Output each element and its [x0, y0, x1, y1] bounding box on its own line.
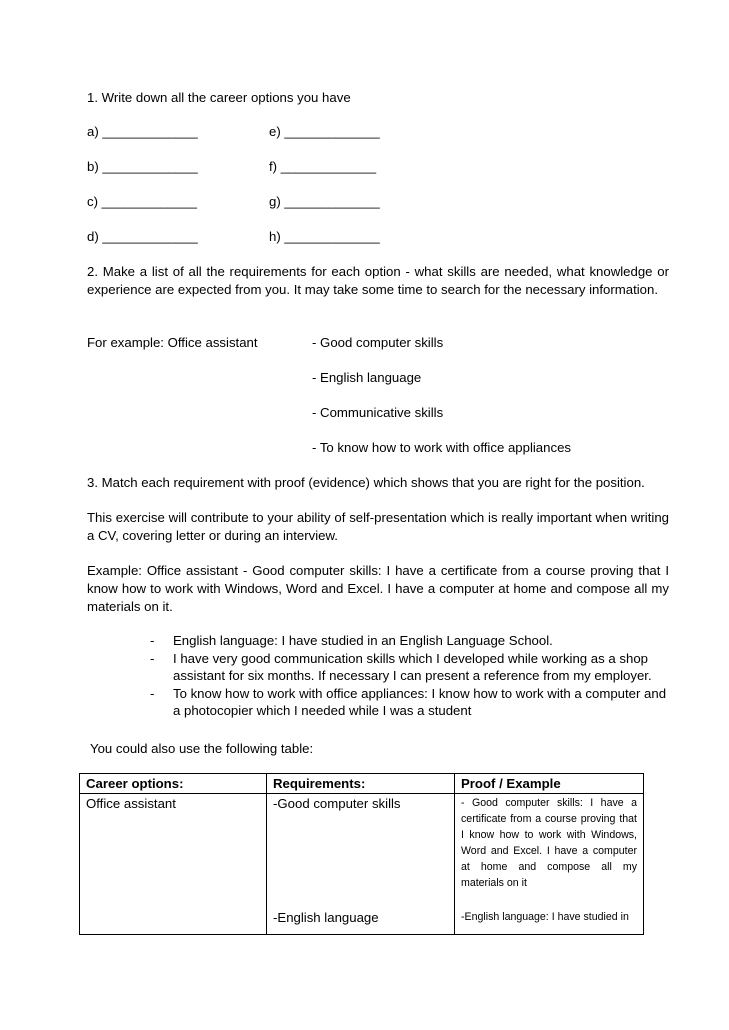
blank-d: d) _____________	[87, 229, 198, 244]
blank-h: h) _____________	[269, 229, 380, 244]
section-3-example: Example: Office assistant - Good computer skills: I have a certificate from a course proving that I know how to work with Windows, Word and Excel. I have a computer at home and compose all my materials on it.	[87, 563, 669, 614]
blank-g: g) _____________	[269, 194, 380, 209]
blank-c: c) _____________	[87, 194, 197, 209]
cell-requirements-wrap	[273, 795, 448, 933]
table-row	[80, 794, 644, 935]
bullet-marker: -	[150, 685, 155, 701]
section-3-intro: This exercise will contribute to your ability of self-presentation which is really important when writing a CV, covering letter or during an interview.	[87, 510, 669, 543]
proof-value: - Good computer skills: I have a certificate from a course proving that I know how to work with Windows, Word and Excel. I have a computer at home and compose all my materials on it	[461, 797, 637, 889]
bullet-marker: -	[150, 650, 155, 666]
cell-career-wrap	[86, 795, 260, 933]
section-1-title: 1. Write down all the career options you have	[87, 90, 351, 105]
bullet-marker: -	[150, 633, 155, 648]
blank-e: e) _____________	[269, 124, 380, 139]
career-table	[79, 773, 644, 935]
header-proof: Proof / Example	[455, 774, 644, 794]
requirement-item: - To know how to work with office appliances	[312, 440, 571, 455]
example-label: For example: Office assistant	[87, 335, 258, 350]
list-item	[150, 650, 670, 685]
requirement-item: - English language	[312, 370, 422, 385]
requirement-item: - Good computer skills	[312, 335, 444, 350]
blank-a: a) _____________	[87, 124, 198, 139]
cell-proof	[455, 794, 644, 935]
career-value: Office assistant	[86, 796, 176, 811]
requirement-value: -English language	[273, 910, 379, 925]
requirement-value: -Good computer skills	[273, 796, 401, 811]
list-item-text: I have very good communication skills which I developed while working as a shop assistant for six months. If necessary I can present a reference from my employer.	[173, 650, 652, 683]
table-header-row	[80, 774, 644, 794]
proof-bullet-list	[150, 632, 670, 720]
list-item	[150, 632, 670, 650]
blank-b: b) _____________	[87, 159, 198, 174]
list-item-text: English language: I have studied in an English Language School.	[173, 633, 553, 648]
header-career-options: Career options:	[80, 774, 267, 794]
list-item	[150, 685, 670, 720]
proof-value: -English language: I have studied in	[461, 911, 629, 923]
section-3-title: 3. Match each requirement with proof (evidence) which shows that you are right for the position.	[87, 475, 645, 490]
cell-career	[80, 794, 267, 935]
table-intro: You could also use the following table:	[90, 741, 314, 756]
header-requirements: Requirements:	[267, 774, 455, 794]
requirement-item: - Communicative skills	[312, 405, 444, 420]
blank-f: f) _____________	[269, 159, 377, 174]
cell-proof-wrap	[461, 795, 637, 933]
cell-requirements	[267, 794, 455, 935]
section-2-text: 2. Make a list of all the requirements for each option - what skills are needed, what knowledge or experience are expected from you. It may take some time to search for the necessary information.	[87, 264, 669, 297]
list-item-text: To know how to work with office appliances: I know how to work with a computer and a photocopier which I needed while I was a student	[173, 685, 667, 718]
